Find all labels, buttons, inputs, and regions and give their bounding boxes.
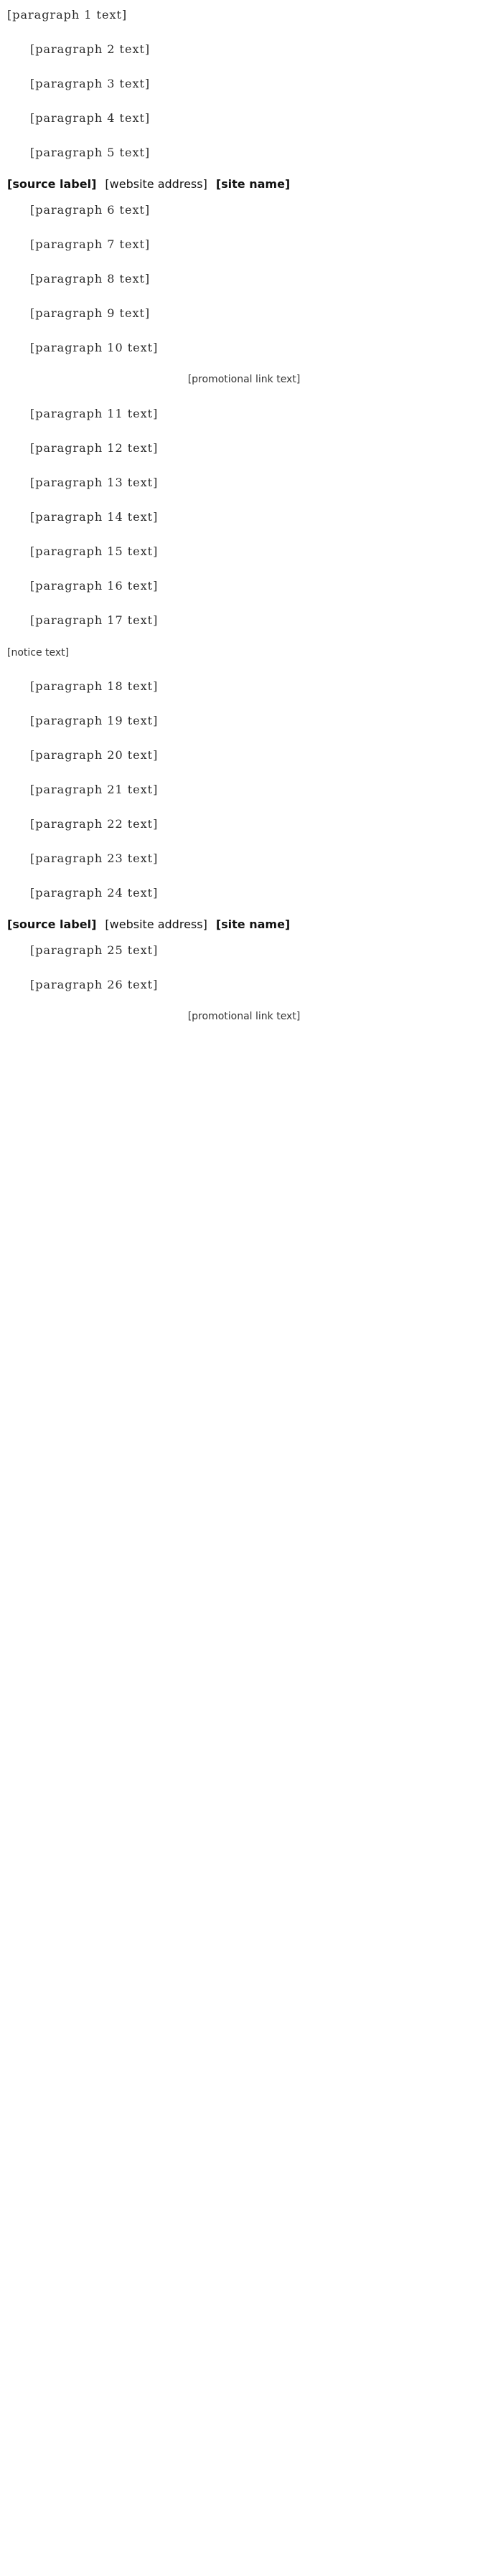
source-label: [source label]: [7, 917, 97, 931]
source-brand: [site name]: [215, 177, 291, 191]
paragraph: [paragraph 18 text]: [30, 679, 159, 693]
paragraph: [paragraph 24 text]: [30, 886, 159, 900]
paragraph: [paragraph 13 text]: [30, 476, 159, 489]
source-site-link[interactable]: [website address]: [105, 177, 207, 191]
paragraph: [paragraph 6 text]: [30, 203, 151, 217]
paragraph: [paragraph 9 text]: [30, 306, 151, 320]
paragraph: [paragraph 21 text]: [30, 783, 159, 796]
promo-banner: [7, 1009, 481, 1024]
paragraph: [paragraph 17 text]: [30, 613, 159, 627]
paragraph: [paragraph 2 text]: [30, 42, 151, 56]
promo-link[interactable]: [promotional link text]: [187, 374, 301, 385]
paragraph: [paragraph 8 text]: [30, 272, 151, 286]
paragraph: [paragraph 16 text]: [30, 579, 159, 593]
source-label: [source label]: [7, 177, 97, 191]
promo-banner: [7, 372, 481, 387]
source-brand: [site name]: [215, 917, 291, 931]
source-banner: [7, 917, 481, 933]
source-site-link[interactable]: [website address]: [105, 917, 207, 931]
promo-link[interactable]: [promotional link text]: [187, 1011, 301, 1022]
paragraph: [paragraph 26 text]: [30, 978, 159, 991]
paragraph: [paragraph 10 text]: [30, 341, 159, 354]
paragraph: [paragraph 25 text]: [30, 943, 159, 957]
paragraph: [paragraph 15 text]: [30, 544, 159, 558]
update-notice: [notice text]: [7, 647, 70, 659]
source-banner: [7, 176, 481, 192]
paragraph: [paragraph 23 text]: [30, 851, 159, 865]
paragraph: [paragraph 19 text]: [30, 714, 159, 727]
paragraph: [paragraph 7 text]: [30, 237, 151, 251]
paragraph: [paragraph 12 text]: [30, 441, 159, 455]
paragraph: [paragraph 20 text]: [30, 748, 159, 762]
paragraph: [paragraph 22 text]: [30, 817, 159, 831]
paragraph: [paragraph 5 text]: [30, 146, 151, 159]
paragraph: [paragraph 14 text]: [30, 510, 159, 524]
paragraph: [paragraph 3 text]: [30, 77, 151, 90]
paragraph: [paragraph 11 text]: [30, 407, 159, 420]
paragraph: [paragraph 1 text]: [7, 8, 128, 22]
paragraph: [paragraph 4 text]: [30, 111, 151, 125]
